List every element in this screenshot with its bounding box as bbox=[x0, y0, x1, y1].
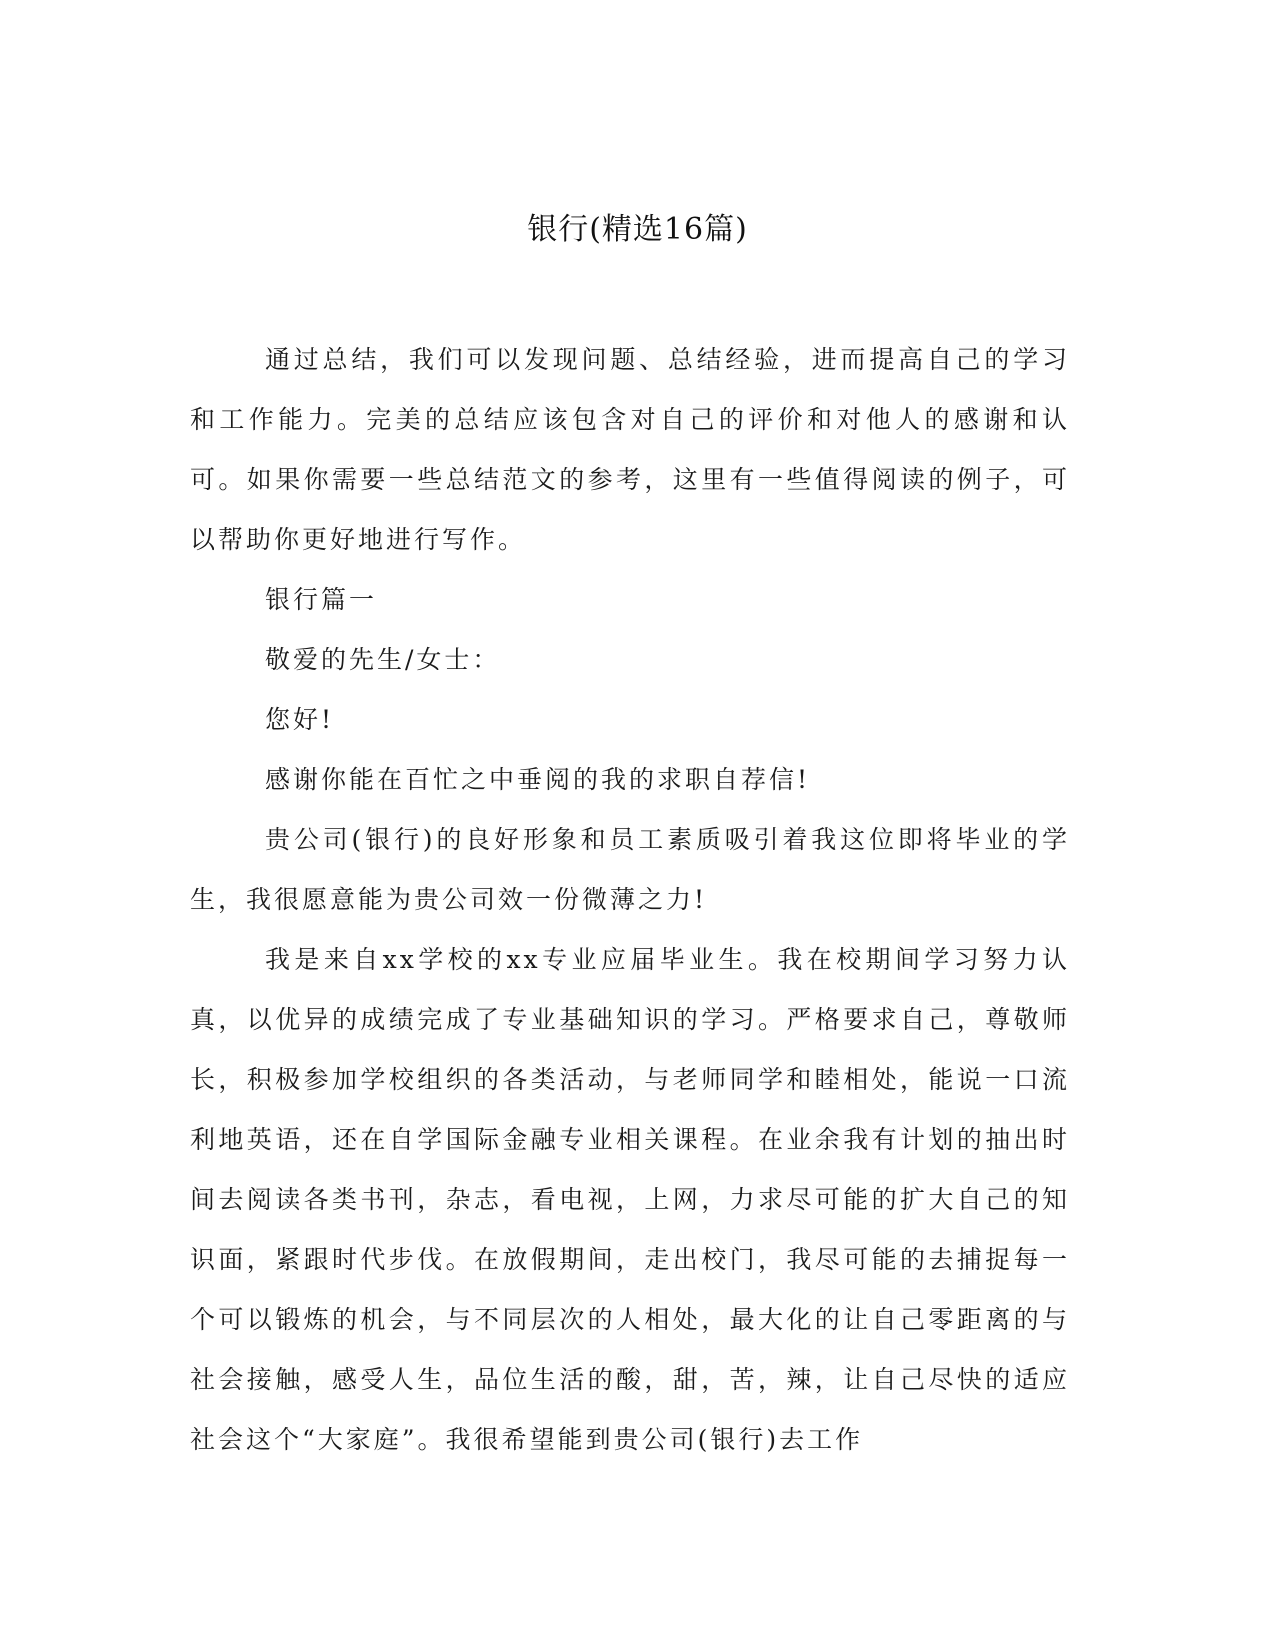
intro-paragraph: 通过总结，我们可以发现问题、总结经验，进而提高自己的学习和工作能力。完美的总结应该包含对自己的评价和对他人的感谢和认可。如果你需要一些总结范文的参考，这里有一些值得阅读的例子，可以帮助你更好地进行写作。 bbox=[190, 345, 1070, 554]
letter-greeting: 您好! bbox=[265, 705, 335, 734]
letter-salutation: 敬爱的先生/女士： bbox=[265, 645, 501, 674]
letter-paragraph: 我是来自xx学校的xx专业应届毕业生。我在校期间学习努力认真，以优异的成绩完成了专业基础知识的学习。严格要求自己，尊敬师长，积极参加学校组织的各类活动，与老师同学和睦相处，能说一口流利地英语，还在自学国际金融专业相关课程。在业余我有计划的抽出时间去阅读各类书刊，杂志，看电视，上网，力求尽可能的扩大自己的知识面，紧跟时代步伐。在放假期间，走出校门，我尽可能的去捕捉每一个可以锻炼的机会，与不同层次的人相处，最大化的让自己零距离的与社会接触，感受人生，品位生活的酸，甜，苦，辣，让自己尽快的适应社会这个“大家庭”。我很希望能到贵公司(银行)去工作 bbox=[190, 945, 1070, 1454]
section-heading: 银行篇一 bbox=[265, 585, 378, 614]
document-body bbox=[190, 330, 1070, 1470]
letter-paragraph: 贵公司(银行)的良好形象和员工素质吸引着我这位即将毕业的学生，我很愿意能为贵公司效一份微薄之力! bbox=[190, 825, 1070, 914]
document-title: 银行(精选16篇) bbox=[527, 212, 748, 247]
letter-thanks: 感谢你能在百忙之中垂阅的我的求职自荐信! bbox=[265, 765, 811, 794]
